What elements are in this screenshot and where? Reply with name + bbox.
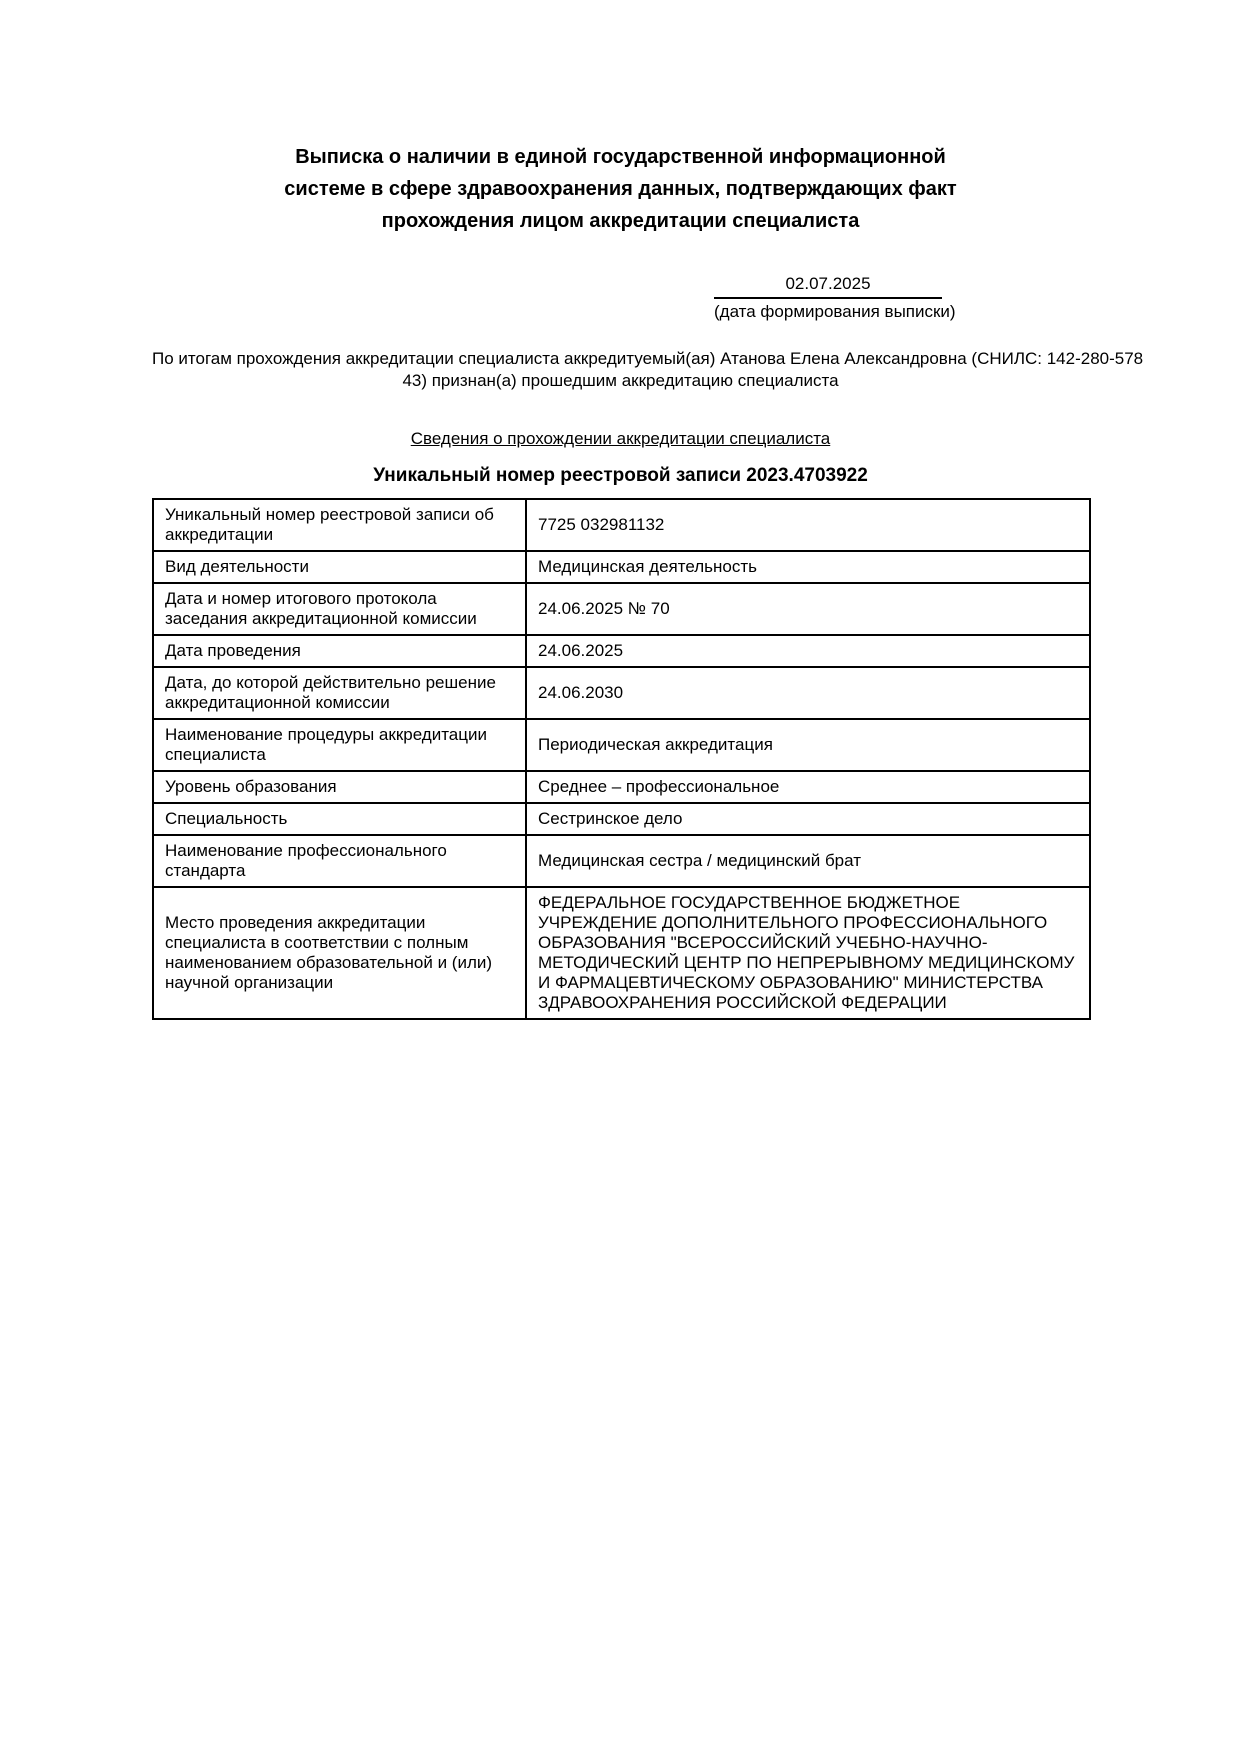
- document-title-line: Выписка о наличии в единой государственной информационной: [295, 146, 946, 168]
- row-label: Наименование профессионального стандарта: [153, 835, 526, 887]
- intro-line: 43) признан(а) прошедшим аккредитацию специалиста: [402, 371, 839, 390]
- row-label: Уровень образования: [153, 771, 526, 803]
- row-label: Дата проведения: [153, 635, 526, 667]
- row-value: 24.06.2030: [526, 667, 1090, 719]
- row-value: Медицинская сестра / медицинский брат: [526, 835, 1090, 887]
- row-label: Вид деятельности: [153, 551, 526, 583]
- table-row: [153, 887, 1090, 1019]
- row-value: Периодическая аккредитация: [526, 719, 1090, 771]
- row-label: Дата, до которой действительно решение аккредитационной комиссии: [153, 667, 526, 719]
- row-value: 24.06.2025 № 70: [526, 583, 1090, 635]
- row-label: Наименование процедуры аккредитации специалиста: [153, 719, 526, 771]
- intro-line: По итогам прохождения аккредитации специалиста аккредитуемый(ая) Атанова Елена Александровна (СНИЛС: 142-280-578: [152, 349, 1144, 368]
- generation-date-caption: (дата формирования выписки): [714, 302, 956, 321]
- accreditation-table: [152, 498, 1091, 1020]
- table-row: [153, 771, 1090, 803]
- table-row: [153, 499, 1090, 551]
- registry-number-heading: Уникальный номер реестровой записи 2023.4703922: [373, 465, 868, 486]
- table-row: [153, 583, 1090, 635]
- row-label: Место проведения аккредитации специалиста в соответствии с полным наименованием образовательной и (или) научной организации: [153, 887, 526, 1019]
- table-row: [153, 667, 1090, 719]
- generation-date-block: [714, 274, 956, 322]
- table-row: [153, 719, 1090, 771]
- row-value: 24.06.2025: [526, 635, 1090, 667]
- row-value: ФЕДЕРАЛЬНОЕ ГОСУДАРСТВЕННОЕ БЮДЖЕТНОЕ УЧРЕЖДЕНИЕ ДОПОЛНИТЕЛЬНОГО ПРОФЕССИОНАЛЬНОГО ОБРАЗОВАНИЯ "ВСЕРОССИЙСКИЙ УЧЕБНО-НАУЧНО-МЕТОДИЧЕСКИЙ ЦЕНТР ПО НЕПРЕРЫВНОМУ МЕДИЦИНСКОМУ И ФАРМАЦЕВТИЧЕСКОМУ ОБРАЗОВАНИЮ" МИНИСТЕРСТВА ЗДРАВООХРАНЕНИЯ РОССИЙСКОЙ ФЕДЕРАЦИИ: [526, 887, 1090, 1019]
- row-value: Среднее – профессиональное: [526, 771, 1090, 803]
- row-value: 7725 032981132: [526, 499, 1090, 551]
- intro-paragraph: [152, 348, 1144, 392]
- table-row: [153, 551, 1090, 583]
- document-content: [152, 0, 1144, 1020]
- table-row: [153, 835, 1090, 887]
- row-label: Специальность: [153, 803, 526, 835]
- section-heading: Сведения о прохождении аккредитации специалиста: [410, 429, 831, 448]
- table-row: [153, 635, 1090, 667]
- row-label: Дата и номер итогового протокола заседания аккредитационной комиссии: [153, 583, 526, 635]
- row-value: Медицинская деятельность: [526, 551, 1090, 583]
- document-title-line: системе в сфере здравоохранения данных, подтверждающих факт: [284, 178, 957, 200]
- generation-date: 02.07.2025: [714, 274, 942, 299]
- document-title-line: прохождения лицом аккредитации специалиста: [381, 210, 860, 232]
- row-label: Уникальный номер реестровой записи об аккредитации: [153, 499, 526, 551]
- row-value: Сестринское дело: [526, 803, 1090, 835]
- document-title: [152, 0, 1089, 237]
- table-row: [153, 803, 1090, 835]
